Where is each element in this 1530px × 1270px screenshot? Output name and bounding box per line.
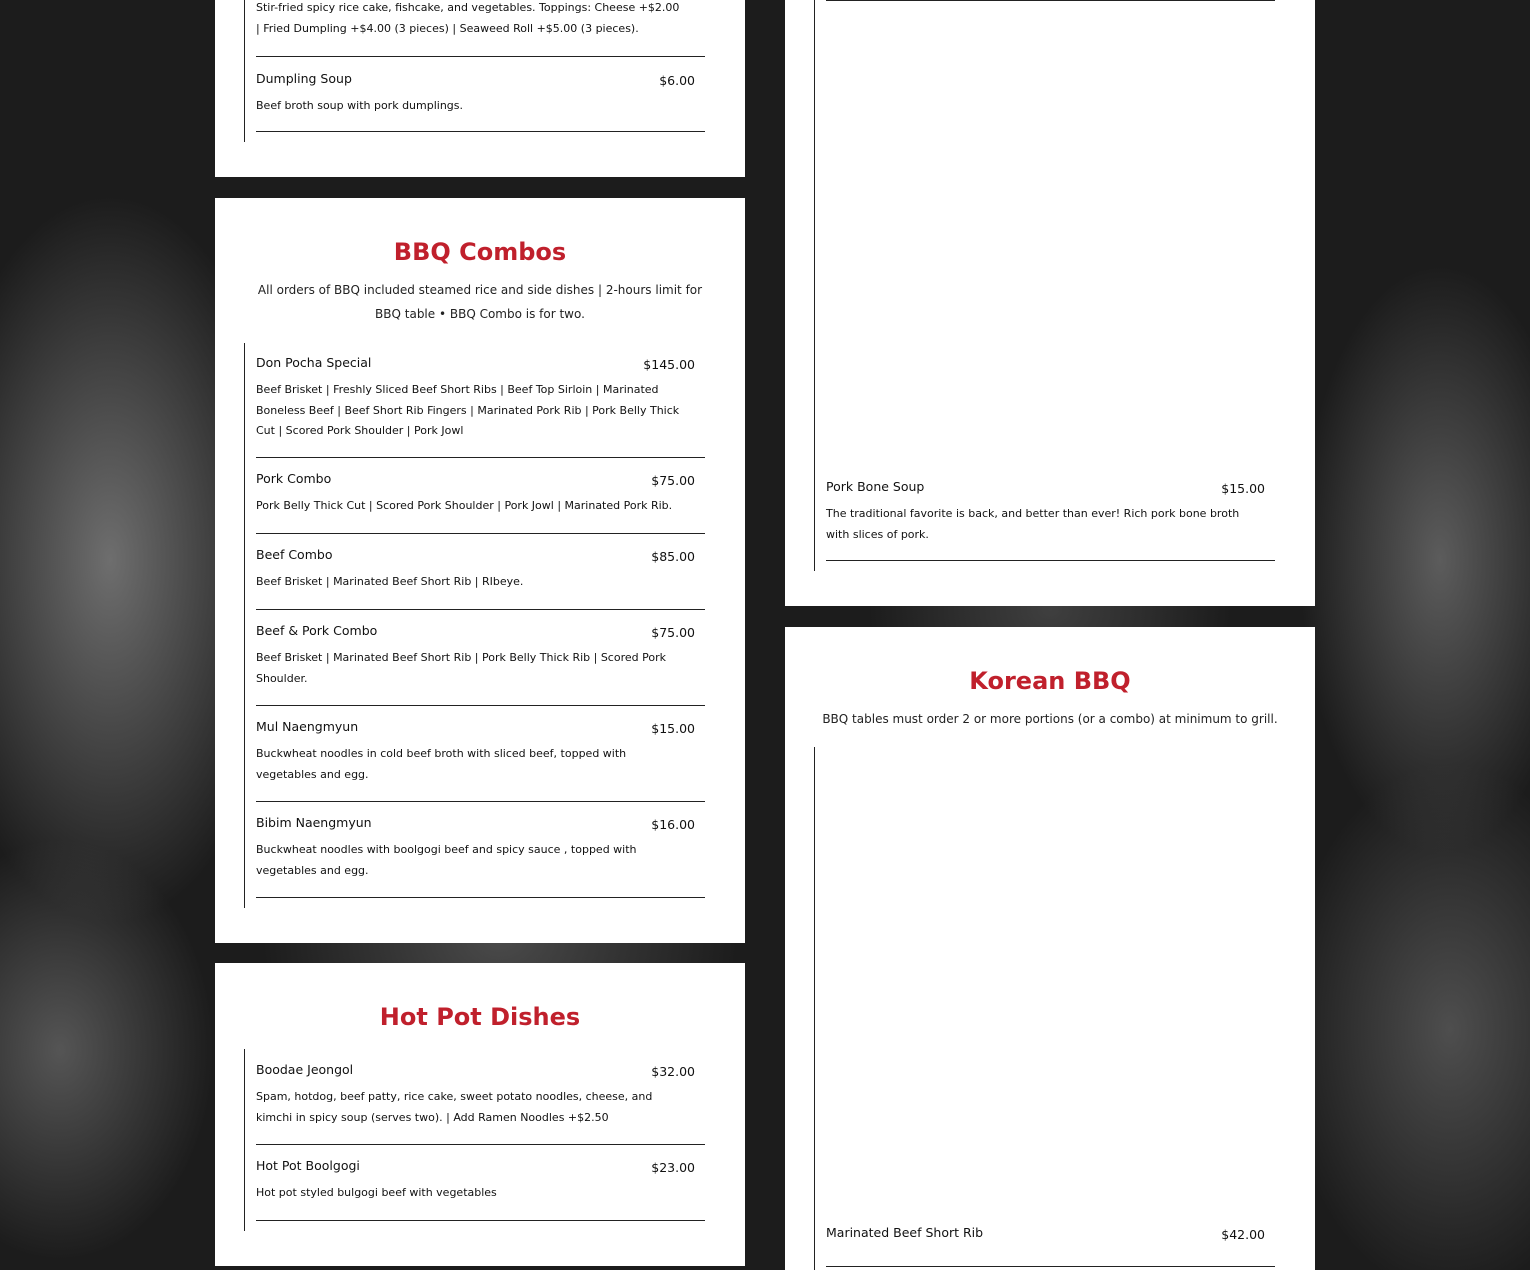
menu-card-bbq-combos xyxy=(215,198,745,943)
menu-item xyxy=(256,547,705,610)
menu-item-description: Pork Belly Thick Cut | Scored Pork Shoulder | Pork Jowl | Marinated Pork Rib. xyxy=(256,499,673,512)
menu-item-price: $85.00 xyxy=(651,549,695,564)
menu-item-image-placeholder xyxy=(826,0,1275,1)
section-description: BBQ tables must order 2 or more portions (or a combo) at minimum to grill. xyxy=(822,712,1278,726)
menu-item-description: The traditional favorite is back, and better than ever! Rich pork bone broth with slices of pork. xyxy=(826,507,1240,541)
section-divider-line xyxy=(244,1049,245,1231)
menu-item-name: Mul Naengmyun xyxy=(256,719,359,734)
menu-item-name: Beef Combo xyxy=(256,547,333,562)
menu-item xyxy=(256,623,705,706)
menu-item-description: Buckwheat noodles in cold beef broth with sliced beef, topped with vegetables and egg. xyxy=(256,747,627,781)
menu-item-price: $23.00 xyxy=(651,1160,695,1175)
menu-item-description: Beef Brisket | Freshly Sliced Beef Short Ribs | Beef Top Sirloin | Marinated Boneless Beef | Beef Short Rib Fingers | Marinated Pork Rib | Pork Belly Thick Cut | Scored Pork Shoulder | Pork Jowl xyxy=(256,383,680,437)
menu-item-price: $6.00 xyxy=(659,73,695,88)
menu-item-price: $75.00 xyxy=(651,625,695,640)
menu-item-name: Bibim Naengmyun xyxy=(256,815,372,830)
menu-card-top-partial xyxy=(215,0,745,177)
menu-item-name: Pork Combo xyxy=(256,471,332,486)
section-description: All orders of BBQ included steamed rice and side dishes | 2-hours limit for BBQ table • BBQ Combo is for two. xyxy=(257,283,703,321)
menu-item-name: Beef & Pork Combo xyxy=(256,623,378,638)
menu-item xyxy=(826,479,1275,561)
menu-item-description: Beef broth soup with pork dumplings. xyxy=(256,99,464,112)
menu-item xyxy=(256,815,705,898)
section-divider-line xyxy=(814,747,815,1270)
menu-item-price: $75.00 xyxy=(651,473,695,488)
menu-card-korean-bbq xyxy=(785,627,1315,1270)
menu-item-partial xyxy=(256,0,705,57)
menu-card-right-top xyxy=(785,0,1315,606)
menu-item xyxy=(256,355,705,458)
menu-item-description: Buckwheat noodles with boolgogi beef and spicy sauce , topped with vegetables and egg. xyxy=(256,843,637,877)
menu-item-price: $16.00 xyxy=(651,817,695,832)
menu-item-price: $32.00 xyxy=(651,1064,695,1079)
menu-item-name: Boodae Jeongol xyxy=(256,1062,354,1077)
menu-item-price: $145.00 xyxy=(643,357,695,372)
menu-item-description: Beef Brisket | Marinated Beef Short Rib | Pork Belly Thick Rib | Scored Pork Shoulder. xyxy=(256,651,666,685)
menu-item-description: Stir-fried spicy rice cake, fishcake, and vegetables. Toppings: Cheese +$2.00 | Fried Dumpling +$4.00 (3 pieces) | Seaweed Roll +$5.00 (3 pieces). xyxy=(256,1,680,35)
menu-item xyxy=(256,1158,705,1221)
menu-item-description: Hot pot styled bulgogi beef with vegetables xyxy=(256,1186,497,1199)
section-divider-line xyxy=(244,0,245,142)
menu-item-description: Beef Brisket | Marinated Beef Short Rib | RIbeye. xyxy=(256,575,524,588)
section-title: Hot Pot Dishes xyxy=(379,1003,581,1031)
section-divider-line xyxy=(814,0,815,571)
menu-item xyxy=(256,71,705,132)
menu-item-name: Don Pocha Special xyxy=(256,355,372,370)
menu-item-name: Hot Pot Boolgogi xyxy=(256,1158,360,1173)
menu-item xyxy=(256,719,705,802)
menu-item-price: $15.00 xyxy=(1221,481,1265,496)
menu-item-price: $42.00 xyxy=(1221,1227,1265,1242)
menu-item-name: Dumpling Soup xyxy=(256,71,352,86)
section-title: Korean BBQ xyxy=(969,667,1131,695)
menu-item xyxy=(256,1062,705,1145)
section-divider-line xyxy=(244,343,245,908)
menu-item-price: $15.00 xyxy=(651,721,695,736)
menu-card-hot-pot xyxy=(215,963,745,1266)
menu-item xyxy=(256,471,705,534)
section-title: BBQ Combos xyxy=(393,238,567,266)
menu-item-name: Pork Bone Soup xyxy=(826,479,925,494)
menu-item-description: Spam, hotdog, beef patty, rice cake, sweet potato noodles, cheese, and kimchi in spicy soup (serves two). | Add Ramen Noodles +$2.50 xyxy=(256,1090,653,1124)
menu-item-name: Marinated Beef Short Rib xyxy=(826,1225,984,1240)
menu-item xyxy=(826,1225,1275,1267)
